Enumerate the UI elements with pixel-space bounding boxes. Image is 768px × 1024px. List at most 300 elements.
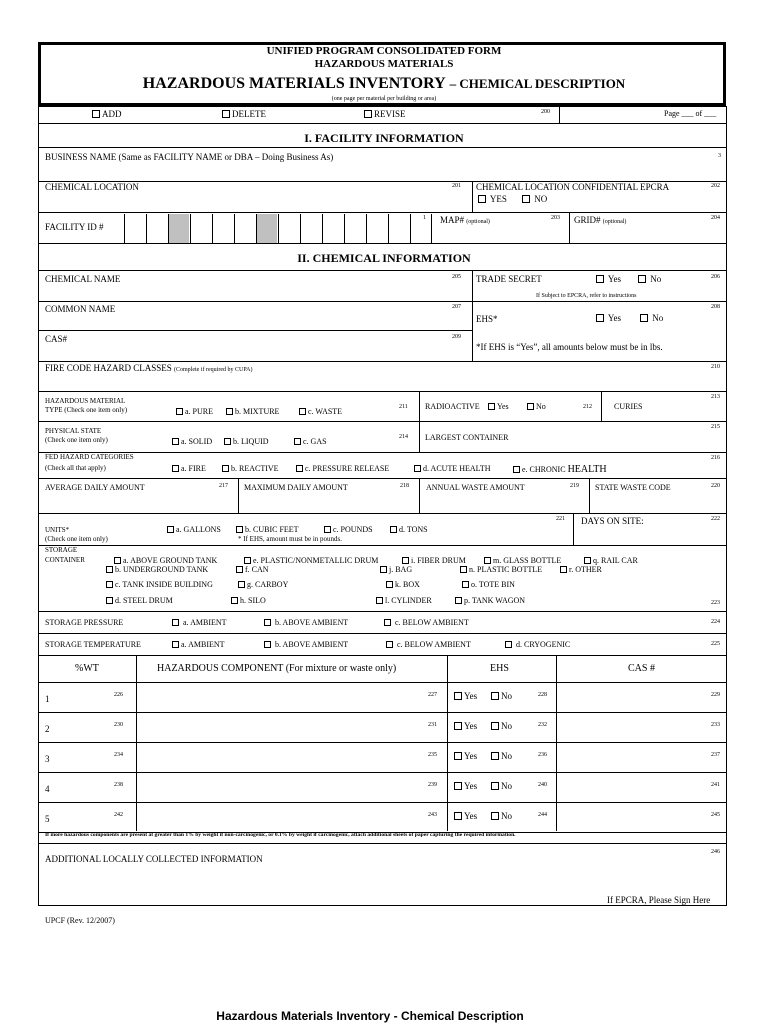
- field-num: 242: [114, 812, 123, 818]
- gallons-checkbox[interactable]: [167, 526, 174, 533]
- component-ehs-yes-checkbox[interactable]: [454, 722, 462, 730]
- pressure-ambient-option[interactable]: [172, 619, 227, 627]
- add-checkbox[interactable]: [92, 110, 100, 118]
- chronic-health-checkbox[interactable]: [513, 466, 520, 473]
- container-l-label: l. CYLINDER: [385, 596, 432, 605]
- field-num: 219: [570, 483, 579, 489]
- container-o-option[interactable]: [462, 581, 515, 589]
- component-ehs-no-checkbox[interactable]: [491, 722, 499, 730]
- container-j-option[interactable]: [380, 566, 412, 574]
- field-num: 225: [711, 641, 720, 647]
- temp-cryogenic-option[interactable]: [505, 641, 570, 649]
- container-b-label: b. UNDERGROUND TANK: [115, 565, 209, 574]
- field-num: 241: [711, 782, 720, 788]
- pounds-option[interactable]: [324, 526, 373, 534]
- avg-daily-field[interactable]: [40, 494, 235, 512]
- chemical-location-field[interactable]: [40, 194, 465, 210]
- annual-waste-field[interactable]: [421, 494, 586, 512]
- component-ehs-no-label: No: [501, 811, 512, 821]
- fire-code-text: FIRE CODE HAZARD CLASSES: [45, 363, 172, 373]
- header-cas: CAS #: [628, 663, 655, 674]
- container-c-label: c. TANK INSIDE BUILDING: [115, 580, 213, 589]
- component-wt-field[interactable]: [40, 804, 134, 830]
- field-num: 214: [399, 434, 408, 440]
- container-d-checkbox[interactable]: [106, 597, 113, 604]
- state-waste-code-label: STATE WASTE CODE: [595, 483, 671, 492]
- waste-label: c. WASTE: [308, 407, 343, 416]
- chronic-label: e. CHRONIC: [522, 465, 566, 474]
- rad-no-option[interactable]: [527, 403, 546, 411]
- container-c-checkbox[interactable]: [106, 581, 113, 588]
- facility-id-digit[interactable]: [410, 214, 432, 243]
- row-divider: [38, 772, 727, 773]
- chemical-name-field[interactable]: [40, 285, 465, 299]
- grid-optional: (optional): [602, 219, 627, 225]
- field-num: 222: [711, 516, 720, 522]
- pressure-below-label: c. BELOW AMBIENT: [395, 618, 469, 627]
- title-sub: – CHEMICAL DESCRIPTION: [449, 76, 626, 91]
- container-b-option[interactable]: [106, 566, 208, 574]
- component-ehs-yes-checkbox[interactable]: [454, 812, 462, 820]
- ts-yes-label: Yes: [607, 274, 622, 284]
- container-n-option[interactable]: [460, 566, 542, 574]
- header-line1: UNIFIED PROGRAM CONSOLIDATED FORM: [266, 45, 502, 57]
- component-ehs-no-option[interactable]: [491, 722, 512, 731]
- business-name-label: BUSINESS NAME (Same as FACILITY NAME or DBA – Doing Business As): [45, 152, 334, 162]
- component-ehs-yes-label: Yes: [464, 721, 478, 731]
- gas-label: c. GAS: [303, 437, 327, 446]
- ehs-yes-label: Yes: [607, 313, 622, 323]
- conf-yes-option[interactable]: [478, 195, 507, 204]
- container-p-checkbox[interactable]: [455, 597, 462, 604]
- container-k-checkbox[interactable]: [386, 581, 393, 588]
- days-on-site-field[interactable]: [645, 516, 705, 530]
- container-a-option[interactable]: [114, 557, 217, 565]
- container-l-checkbox[interactable]: [376, 597, 383, 604]
- component-name-field[interactable]: [138, 744, 424, 770]
- ts-no-label: No: [650, 274, 662, 284]
- container-o-label: o. TOTE BIN: [471, 580, 515, 589]
- container-e-checkbox[interactable]: [244, 557, 251, 564]
- ehs-label: EHS*: [476, 314, 498, 324]
- pressure-above-label: b. ABOVE AMBIENT: [275, 618, 349, 627]
- liquid-checkbox[interactable]: [224, 438, 231, 445]
- field-num: 205: [452, 274, 461, 280]
- component-ehs-no-checkbox[interactable]: [491, 692, 499, 700]
- field-num: 216: [711, 455, 720, 461]
- container-i-label: i. FIBER DRUM: [411, 556, 466, 565]
- temp-above-option[interactable]: [264, 641, 348, 649]
- component-ehs-yes-checkbox[interactable]: [454, 782, 462, 790]
- cubic-feet-option[interactable]: [236, 526, 299, 534]
- temp-ambient-option[interactable]: [172, 641, 225, 649]
- container-g-checkbox[interactable]: [238, 581, 245, 588]
- ts-yes-option[interactable]: [596, 275, 621, 284]
- field-num: 218: [400, 483, 409, 489]
- rad-no-label: No: [536, 402, 546, 411]
- business-name-field[interactable]: [40, 163, 725, 180]
- field-num: 207: [452, 304, 461, 310]
- field-num: 231: [428, 722, 437, 728]
- facility-id-digit[interactable]: [344, 214, 365, 243]
- container-k-option[interactable]: [386, 581, 420, 589]
- page-of: Page ___ of ___: [664, 109, 717, 118]
- temp-ambient-label: a. AMBIENT: [181, 640, 225, 649]
- facility-id-digit[interactable]: [146, 214, 167, 243]
- field-num: 203: [551, 215, 560, 221]
- fed-hazard-label2: (Check all that apply): [45, 464, 106, 472]
- component-ehs-no-checkbox[interactable]: [491, 752, 499, 760]
- field-num: 212: [583, 404, 592, 410]
- state-waste-code-field[interactable]: [591, 494, 724, 512]
- title-main: HAZARDOUS MATERIALS INVENTORY: [142, 75, 446, 92]
- units-label2: (Check one item only): [45, 535, 108, 543]
- temp-above-label: b. ABOVE AMBIENT: [275, 640, 349, 649]
- acute-health-checkbox[interactable]: [414, 465, 421, 472]
- component-ehs-yes-option[interactable]: [454, 722, 477, 731]
- facility-id-digit[interactable]: [278, 214, 299, 243]
- container-i-option[interactable]: [402, 557, 466, 565]
- pressure-release-checkbox[interactable]: [296, 465, 303, 472]
- liquid-option[interactable]: [224, 438, 269, 446]
- container-c-option[interactable]: [106, 581, 213, 589]
- conf-no-option[interactable]: [522, 195, 547, 204]
- facility-id-digit[interactable]: [322, 214, 343, 243]
- storage-container-label1: STORAGE: [45, 546, 78, 554]
- fire-option[interactable]: [172, 465, 206, 473]
- map-text: MAP#: [440, 215, 465, 225]
- hm-type-label2: TYPE (Check one item only): [45, 406, 128, 414]
- component-ehs-no-label: No: [501, 691, 512, 701]
- section-chemical-title: II. CHEMICAL INFORMATION: [297, 251, 471, 265]
- facility-id-digit[interactable]: [212, 214, 233, 243]
- ehs-no-option[interactable]: [640, 314, 663, 323]
- solid-label: a. SOLID: [181, 437, 213, 446]
- field-num: 215: [711, 424, 720, 430]
- ehs-yes-option[interactable]: [596, 314, 621, 323]
- component-ehs-yes-checkbox[interactable]: [454, 752, 462, 760]
- fed-hazard-label1: FED HAZARD CATEGORIES: [45, 453, 134, 461]
- ehs-note: *If EHS is “Yes”, all amounts below must be in lbs.: [476, 342, 663, 352]
- component-cas-field[interactable]: [558, 714, 708, 740]
- field-num: 220: [711, 483, 720, 489]
- component-wt-field[interactable]: [40, 774, 134, 800]
- largest-container-label: LARGEST CONTAINER: [425, 433, 509, 442]
- sign-here-label: If EPCRA, Please Sign Here: [607, 895, 711, 905]
- container-i-checkbox[interactable]: [402, 557, 409, 564]
- ehs-no-checkbox[interactable]: [640, 314, 648, 322]
- storage-temperature-label: STORAGE TEMPERATURE: [45, 640, 141, 649]
- field-num: 3: [718, 153, 721, 159]
- curies-label: CURIES: [614, 402, 643, 411]
- cas-field[interactable]: [40, 345, 465, 359]
- component-name-field[interactable]: [138, 804, 424, 830]
- container-r-option[interactable]: [560, 566, 602, 574]
- reactive-option[interactable]: [222, 465, 279, 473]
- component-ehs-yes-checkbox[interactable]: [454, 692, 462, 700]
- acute-health-option[interactable]: [414, 465, 490, 473]
- liquid-label: b. LIQUID: [233, 437, 269, 446]
- annual-waste-label: ANNUAL WASTE AMOUNT: [426, 483, 525, 492]
- component-name-field[interactable]: [138, 684, 424, 710]
- field-num: 234: [114, 752, 123, 758]
- container-k-label: k. BOX: [395, 580, 420, 589]
- conf-yes-checkbox[interactable]: [478, 195, 486, 203]
- units-label1: UNITS*: [45, 526, 70, 534]
- solid-option[interactable]: [172, 438, 212, 446]
- component-ehs-no-option[interactable]: [491, 692, 512, 701]
- radioactive-label: RADIOACTIVE: [425, 402, 480, 411]
- pressure-above-checkbox[interactable]: [264, 619, 271, 626]
- container-n-checkbox[interactable]: [460, 566, 467, 573]
- mixture-label: b. MIXTURE: [235, 407, 280, 416]
- container-e-label: e. PLASTIC/NONMETALLIC DRUM: [253, 556, 379, 565]
- component-cas-field[interactable]: [558, 684, 708, 710]
- container-f-option[interactable]: [236, 566, 269, 574]
- gallons-option[interactable]: [167, 526, 221, 534]
- field-num: 1: [423, 215, 426, 221]
- temp-ambient-checkbox[interactable]: [172, 641, 179, 648]
- pressure-above-option[interactable]: [264, 619, 348, 627]
- solid-checkbox[interactable]: [172, 438, 179, 445]
- add-option[interactable]: [92, 110, 122, 119]
- container-h-option[interactable]: [231, 597, 266, 605]
- mixture-option[interactable]: [226, 408, 279, 416]
- header-ehs: EHS: [490, 663, 509, 674]
- component-row-number: 1: [45, 694, 50, 704]
- rad-yes-checkbox[interactable]: [488, 403, 495, 410]
- field-num: 243: [428, 812, 437, 818]
- temp-cryogenic-label: d. CRYOGENIC: [516, 640, 571, 649]
- container-q-label: q. RAIL CAR: [593, 556, 638, 565]
- component-ehs-no-option[interactable]: [491, 782, 512, 791]
- temp-cryogenic-checkbox[interactable]: [505, 641, 512, 648]
- container-n-label: n. PLASTIC BOTTLE: [469, 565, 543, 574]
- max-daily-field[interactable]: [240, 494, 415, 512]
- component-ehs-no-option[interactable]: [491, 812, 512, 821]
- revision-label: UPCF (Rev. 12/2007): [45, 916, 115, 925]
- component-row-number: 3: [45, 754, 50, 764]
- common-name-field[interactable]: [40, 315, 465, 329]
- container-m-option[interactable]: [484, 557, 561, 565]
- ehs-no-label: No: [652, 313, 664, 323]
- pure-checkbox[interactable]: [176, 408, 183, 415]
- component-ehs-yes-option[interactable]: [454, 782, 477, 791]
- physical-state-label1: PHYSICAL STATE: [45, 427, 102, 435]
- field-num: 238: [114, 782, 123, 788]
- temp-below-label: c. BELOW AMBIENT: [397, 640, 471, 649]
- physical-state-label2: (Check one item only): [45, 436, 108, 444]
- field-num: 229: [711, 692, 720, 698]
- ehs-yes-checkbox[interactable]: [596, 314, 604, 322]
- container-p-option[interactable]: [455, 597, 525, 605]
- component-ehs-yes-option[interactable]: [454, 692, 477, 701]
- conf-no-label: NO: [534, 194, 548, 204]
- days-on-site-label: DAYS ON SITE:: [581, 516, 644, 526]
- revise-checkbox[interactable]: [364, 110, 372, 118]
- fire-checkbox[interactable]: [172, 465, 179, 472]
- container-g-option[interactable]: [238, 581, 288, 589]
- component-ehs-yes-option[interactable]: [454, 752, 477, 761]
- pressure-ambient-checkbox[interactable]: [172, 619, 179, 626]
- component-ehs-no-option[interactable]: [491, 752, 512, 761]
- epcra-note: If Subject to EPCRA, refer to instructions: [536, 293, 637, 299]
- component-cas-field[interactable]: [558, 804, 708, 830]
- header-title: [0, 76, 768, 92]
- map-optional: (optional): [466, 219, 490, 225]
- field-num: 208: [711, 304, 720, 310]
- fire-code-field[interactable]: [40, 375, 725, 389]
- container-g-label: g. CARBOY: [247, 580, 289, 589]
- field-num: 226: [114, 692, 123, 698]
- row-divider: [38, 712, 727, 713]
- delete-option[interactable]: [222, 110, 266, 119]
- container-r-checkbox[interactable]: [560, 566, 567, 573]
- revise-label: REVISE: [374, 109, 406, 119]
- container-d-label: d. STEEL DRUM: [115, 596, 173, 605]
- cubic-feet-checkbox[interactable]: [236, 526, 243, 533]
- revise-option[interactable]: [364, 110, 406, 119]
- facility-id-digit[interactable]: [388, 214, 409, 243]
- row-divider: [38, 802, 727, 803]
- container-a-checkbox[interactable]: [114, 557, 121, 564]
- mixture-checkbox[interactable]: [226, 408, 233, 415]
- container-h-checkbox[interactable]: [231, 597, 238, 604]
- pure-option[interactable]: [176, 408, 213, 416]
- header-line2: HAZARDOUS MATERIALS: [314, 58, 454, 70]
- field-num: 227: [428, 692, 437, 698]
- component-wt-field[interactable]: [40, 684, 134, 710]
- temp-below-checkbox[interactable]: [386, 641, 393, 648]
- header-hazardous-component: HAZARDOUS COMPONENT (For mixture or waste only): [157, 663, 397, 674]
- component-row-number: 2: [45, 724, 50, 734]
- container-d-option[interactable]: [106, 597, 173, 605]
- container-b-checkbox[interactable]: [106, 566, 113, 573]
- tons-checkbox[interactable]: [390, 526, 397, 533]
- reactive-checkbox[interactable]: [222, 465, 229, 472]
- container-j-checkbox[interactable]: [380, 566, 387, 573]
- container-h-label: h. SILO: [240, 596, 266, 605]
- component-wt-field[interactable]: [40, 744, 134, 770]
- waste-option[interactable]: [299, 408, 342, 416]
- field-num: 209: [452, 334, 461, 340]
- rad-no-checkbox[interactable]: [527, 403, 534, 410]
- waste-checkbox[interactable]: [299, 408, 306, 415]
- additional-info-field[interactable]: [40, 866, 600, 902]
- container-l-option[interactable]: [376, 597, 432, 605]
- container-f-checkbox[interactable]: [236, 566, 243, 573]
- component-cas-field[interactable]: [558, 774, 708, 800]
- ts-no-option[interactable]: [638, 275, 661, 284]
- component-wt-field[interactable]: [40, 714, 134, 740]
- hm-type-label1: HAZARDOUS MATERIAL: [45, 397, 126, 405]
- component-ehs-yes-label: Yes: [464, 751, 478, 761]
- component-ehs-no-checkbox[interactable]: [491, 812, 499, 820]
- chemical-location-label: CHEMICAL LOCATION: [45, 182, 139, 192]
- field-num: 235: [428, 752, 437, 758]
- fire-code-note: (Complete if required by CUPA): [174, 367, 253, 373]
- container-m-checkbox[interactable]: [484, 557, 491, 564]
- container-a-label: a. ABOVE GROUND TANK: [123, 556, 218, 565]
- pressure-below-option[interactable]: [384, 619, 469, 627]
- gallons-label: a. GALLONS: [176, 525, 221, 534]
- container-q-checkbox[interactable]: [584, 557, 591, 564]
- field-num: 217: [219, 483, 228, 489]
- field-num: 232: [538, 722, 547, 728]
- container-f-label: f. CAN: [245, 565, 269, 574]
- field-num: 246: [711, 849, 720, 855]
- temp-below-option[interactable]: [386, 641, 471, 649]
- pressure-below-checkbox[interactable]: [384, 619, 391, 626]
- facility-id-digit[interactable]: [366, 214, 387, 243]
- pounds-checkbox[interactable]: [324, 526, 331, 533]
- facility-id-digit[interactable]: [300, 214, 321, 243]
- common-name-label: COMMON NAME: [45, 304, 116, 314]
- field-num: 223: [711, 600, 720, 606]
- conf-no-checkbox[interactable]: [522, 195, 530, 203]
- field-num: 206: [711, 274, 720, 280]
- chronic-health-option[interactable]: [513, 465, 607, 475]
- facility-id-digit: [168, 214, 189, 243]
- facility-id-digit[interactable]: [234, 214, 255, 243]
- fire-label: a. FIRE: [181, 464, 206, 473]
- container-r-label: r. OTHER: [569, 565, 602, 574]
- pressure-ambient-label: a. AMBIENT: [183, 618, 227, 627]
- component-name-field[interactable]: [138, 774, 424, 800]
- rad-yes-option[interactable]: [488, 403, 509, 411]
- section-facility-title: I. FACILITY INFORMATION: [304, 131, 464, 145]
- component-ehs-no-label: No: [501, 781, 512, 791]
- field-num: 236: [538, 752, 547, 758]
- page-caption: Hazardous Materials Inventory - Chemical Description: [216, 1009, 524, 1023]
- container-o-checkbox[interactable]: [462, 581, 469, 588]
- temp-above-checkbox[interactable]: [264, 641, 271, 648]
- pressure-release-option[interactable]: [296, 465, 389, 473]
- grid-label: [574, 216, 626, 225]
- container-j-label: j. BAG: [389, 565, 413, 574]
- fire-code-label: [45, 364, 252, 373]
- field-num: 244: [538, 812, 547, 818]
- tons-option[interactable]: [390, 526, 428, 534]
- rad-yes-label: Yes: [497, 402, 509, 411]
- ts-yes-checkbox[interactable]: [596, 275, 604, 283]
- pressure-release-label: c. PRESSURE RELEASE: [305, 464, 390, 473]
- field-num: 204: [711, 215, 720, 221]
- component-ehs-no-checkbox[interactable]: [491, 782, 499, 790]
- field-num: 221: [556, 516, 565, 522]
- gas-checkbox[interactable]: [294, 438, 301, 445]
- field-num: 230: [114, 722, 123, 728]
- container-q-option[interactable]: [584, 557, 638, 565]
- field-num: 210: [711, 364, 720, 370]
- ts-no-checkbox[interactable]: [638, 275, 646, 283]
- component-ehs-no-label: No: [501, 751, 512, 761]
- container-m-label: m. GLASS BOTTLE: [493, 556, 562, 565]
- component-name-field[interactable]: [138, 714, 424, 740]
- cubic-feet-label: b. CUBIC FEET: [245, 525, 299, 534]
- gas-option[interactable]: [294, 438, 327, 446]
- field-num: 240: [538, 782, 547, 788]
- component-ehs-yes-option[interactable]: [454, 812, 477, 821]
- facility-id-digit[interactable]: [124, 214, 145, 243]
- header-percent-wt: %WT: [75, 663, 99, 674]
- component-cas-field[interactable]: [558, 744, 708, 770]
- delete-checkbox[interactable]: [222, 110, 230, 118]
- row-divider: [38, 742, 727, 743]
- max-daily-label: MAXIMUM DAILY AMOUNT: [244, 483, 348, 492]
- facility-id-digit[interactable]: [190, 214, 211, 243]
- container-e-option[interactable]: [244, 557, 378, 565]
